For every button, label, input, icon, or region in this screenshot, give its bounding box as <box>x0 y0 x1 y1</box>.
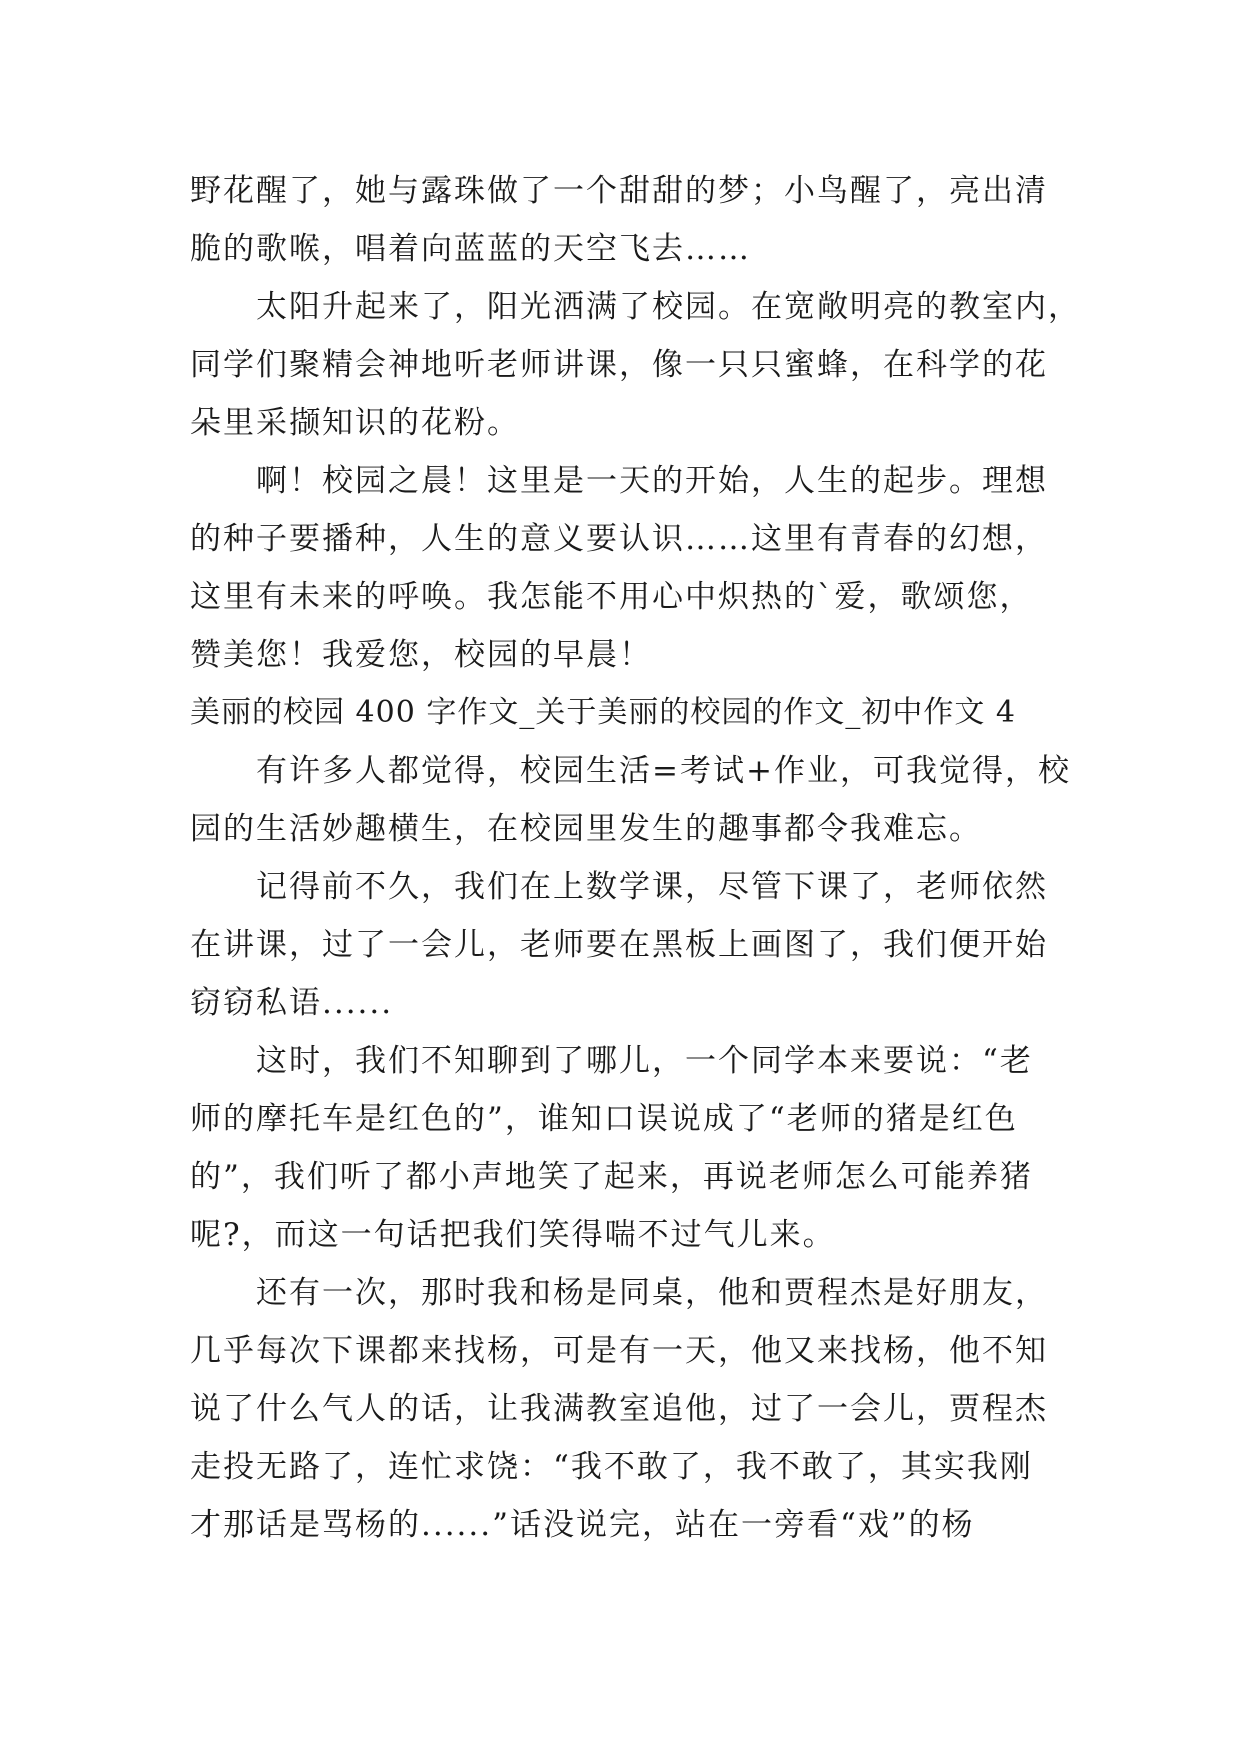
paragraph-3 <box>190 452 1050 684</box>
text-line: 的”，我们听了都小声地笑了起来，再说老师怎么可能养猪 <box>190 1159 1033 1195</box>
text-line: 有许多人都觉得，校园生活=考试+作业，可我觉得，校 <box>256 753 1071 789</box>
text-line: 园的生活妙趣横生，在校园里发生的趣事都令我难忘。 <box>190 811 982 847</box>
text-line: 呢?，而这一句话把我们笑得喘不过气儿来。 <box>190 1217 836 1253</box>
text-line: 的种子要播种，人生的意义要认识……这里有青春的幻想， <box>190 521 1048 557</box>
text-line: 说了什么气人的话，让我满教室追他，过了一会儿，贾程杰 <box>190 1391 1048 1427</box>
text-line: 啊！校园之晨！这里是一天的开始，人生的起步。理想 <box>256 463 1048 499</box>
text-line: 朵里采撷知识的花粉。 <box>190 405 520 441</box>
text-line: 记得前不久，我们在上数学课，尽管下课了，老师依然 <box>256 869 1048 905</box>
text-line: 这里有未来的呼唤。我怎能不用心中炽热的`爱，歌颂您， <box>190 579 1033 615</box>
paragraph-7 <box>190 1264 1050 1554</box>
text-line: 这时，我们不知聊到了哪儿，一个同学本来要说：“老 <box>256 1043 1033 1079</box>
paragraph-5 <box>190 858 1050 1032</box>
text-line: 师的摩托车是红色的”，谁知口误说成了“老师的猪是红色 <box>190 1101 1018 1137</box>
text-line: 还有一次，那时我和杨是同桌，他和贾程杰是好朋友， <box>256 1275 1048 1311</box>
text-line: 同学们聚精会神地听老师讲课，像一只只蜜蜂，在科学的花 <box>190 347 1048 383</box>
paragraph-6 <box>190 1032 1050 1264</box>
text-line: 在讲课，过了一会儿，老师要在黑板上画图了，我们便开始 <box>190 927 1048 963</box>
paragraph-1 <box>190 162 1050 278</box>
text-line: 太阳升起来了，阳光洒满了校园。在宽敞明亮的教室内， <box>256 289 1081 325</box>
text-line: 几乎每次下课都来找杨，可是有一天，他又来找杨，他不知 <box>190 1333 1048 1369</box>
paragraph-4 <box>190 742 1071 858</box>
text-line: 赞美您！我爱您，校园的早晨！ <box>190 637 652 673</box>
paragraph-2 <box>190 278 1081 452</box>
text-line: 脆的歌喉，唱着向蓝蓝的天空飞去…… <box>190 231 751 267</box>
section-heading: 美丽的校园 400 字作文_关于美丽的校园的作文_初中作文 4 <box>190 695 1016 730</box>
document-body <box>190 162 1081 1554</box>
text-line: 才那话是骂杨的......”话没说完，站在一旁看“戏”的杨 <box>190 1507 975 1543</box>
text-line: 窃窃私语...... <box>190 985 394 1021</box>
text-line: 走投无路了，连忙求饶：“我不敢了，我不敢了，其实我刚 <box>190 1449 1033 1485</box>
text-line: 野花醒了，她与露珠做了一个甜甜的梦；小鸟醒了，亮出清 <box>190 173 1048 209</box>
